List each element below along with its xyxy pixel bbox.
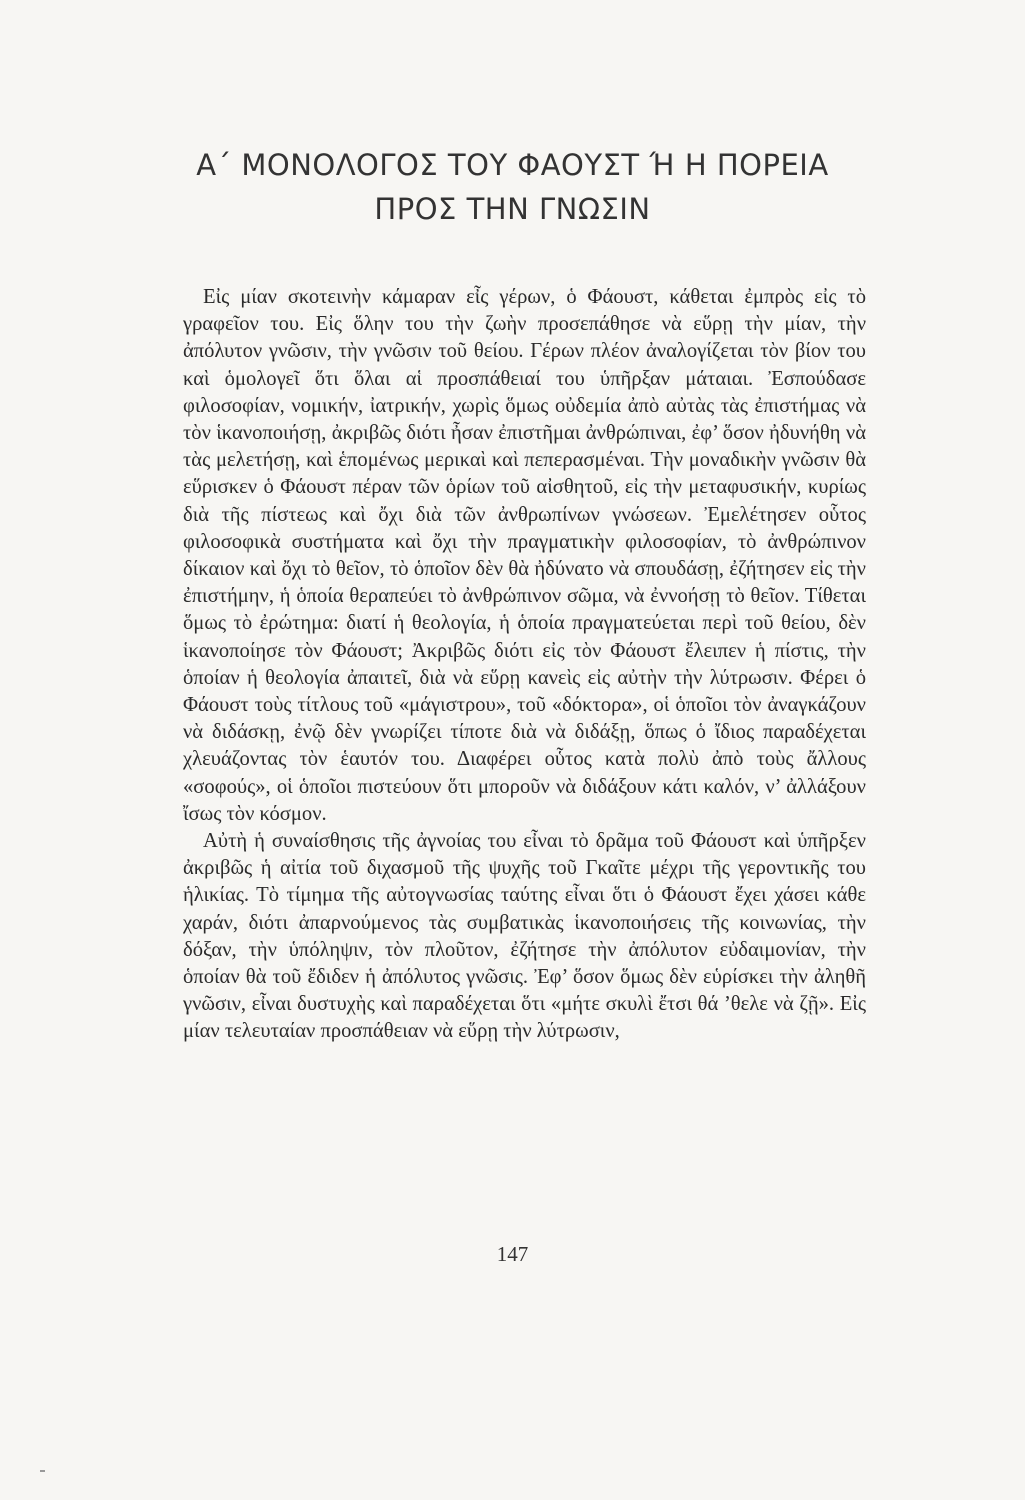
scan-mark (40, 1470, 45, 1472)
paragraph-2: Αὐτὴ ἡ συναίσθησις τῆς ἀγνοίας του εἶναι τὸ δρᾶμα τοῦ Φάουστ καὶ ὑπῆρξεν ἀκριβῶς ἡ αἰτία τοῦ διχασμοῦ τῆς ψυχῆς τοῦ Γκαῖτε μέχρι τῆς γεροντικῆς του ἡλικίας. Τὸ τίμημα τῆς αὐτογνωσίας ταύτης εἶναι ὅτι ὁ Φάουστ ἔχει χάσει κάθε χαράν, διότι ἀπαρνούμενος τὰς συμβατικὰς ἱκανοποιήσεις τῆς κοινωνίας, τὴν δόξαν, τὴν ὑπόληψιν, τὸν πλοῦτον, ἐζήτησε τὴν ἀπόλυτον εὐδαιμονίαν, τὴν ὁποίαν θὰ τοῦ ἔδιδεν ἡ ἀπόλυτος γνῶσις. Ἐφ’ ὅσον ὅμως δὲν εὑρίσκει τὴν ἀληθῆ γνῶσιν, εἶναι δυστυχὴς καὶ παραδέχεται ὅτι «μήτε σκυλὶ ἔτσι θά ’θελε νὰ ζῇ». Εἰς μίαν τελευταίαν προσπάθειαν νὰ εὕρῃ τὴν λύτρωσιν, (183, 830, 866, 1043)
chapter-title-line1: Α΄ ΜΟΝΟΛΟΓΟΣ ΤΟΥ ΦΑΟΥΣΤ Ή Η ΠΟΡΕΙΑ (196, 148, 829, 182)
chapter-title-line2: ΠΡΟΣ ΤΗΝ ΓΝΩΣΙΝ (374, 192, 651, 226)
body-text (183, 284, 866, 1046)
paragraph-1: Εἰς μίαν σκοτεινὴν κάμαραν εἶς γέρων, ὁ Φάουστ, κάθεται ἐμπρὸς εἰς τὸ γραφεῖον του. Εἰς ὅλην του τὴν ζωὴν προσεπάθησε νὰ εὕρῃ τὴν μίαν, τὴν ἀπόλυτον γνῶσιν, τὴν γνῶσιν τοῦ θείου. Γέρων πλέον ἀναλογίζεται τὸν βίον του καὶ ὁμολογεῖ ὅτι ὅλαι αἱ προσπάθειαί του ὑπῆρξαν μάταιαι. Ἐσπούδασε φιλοσοφίαν, νομικήν, ἰατρικήν, χωρὶς ὅμως οὐδεμία ἀπὸ αὐτὰς τὰς ἐπιστήμας νὰ τὸν ἱκανοποιήσῃ, ἀκριβῶς διότι ἦσαν ἐπιστῆμαι ἀνθρώπιναι, ἐφ’ ὅσον ἠδυνήθη νὰ τὰς μελετήσῃ, καὶ ἑπομένως μερικαὶ καὶ πεπερασμέναι. Τὴν μοναδικὴν γνῶσιν θὰ εὕρισκεν ὁ Φάουστ πέραν τῶν ὁρίων τοῦ αἰσθητοῦ, εἰς τὴν μεταφυσικήν, κυρίως διὰ τῆς πίστεως καὶ ὄχι διὰ τῶν ἀνθρωπίνων γνώσεων. Ἐμελέτησεν οὗτος φιλοσοφικὰ συστήματα καὶ ὄχι τὴν πραγματικὴν φιλοσοφίαν, τὸ ἀνθρώπινον δίκαιον καὶ ὄχι τὸ θεῖον, τὸ ὁποῖον δὲν θὰ ἠδύνατο νὰ σπουδάσῃ, ἐζήτησεν εἰς τὴν ἐπιστήμην, ἡ ὁποία θεραπεύει τὸ ἀνθρώπινον σῶμα, νὰ ἐννοήσῃ τὸ θεῖον. Τίθεται ὅμως τὸ ἐρώτημα: διατί ἡ θεολογία, ἡ ὁποία πραγματεύεται περὶ τοῦ θείου, δὲν ἱκανοποίησε τὸν Φάουστ; Ἀκριβῶς διότι εἰς τὸν Φάουστ ἔλειπεν ἡ πίστις, τὴν ὁποίαν ἡ θεολογία ἀπαιτεῖ, διὰ νὰ εὕρῃ κανεὶς εἰς αὐτὴν τὴν λύτρωσιν. Φέρει ὁ Φάουστ τοὺς τίτλους τοῦ «μάγιστρου», τοῦ «δόκτορα», οἱ ὁποῖοι τὸν ἀναγκάζουν νὰ διδάσκῃ, ἐνῷ δὲν γνωρίζει τίποτε διὰ νὰ διδάξῃ, ὅπως ὁ ἴδιος παραδέχεται χλευάζοντας τὸν ἑαυτόν του. Διαφέρει οὗτος κατὰ πολὺ ἀπὸ τοὺς ἄλλους «σοφούς», οἱ ὁποῖοι πιστεύουν ὅτι μποροῦν νὰ διδάξουν κάτι καλόν, ν’ ἀλλάξουν ἴσως τὸν κόσμον. (183, 286, 866, 825)
page-number: 147 (496, 1242, 529, 1266)
